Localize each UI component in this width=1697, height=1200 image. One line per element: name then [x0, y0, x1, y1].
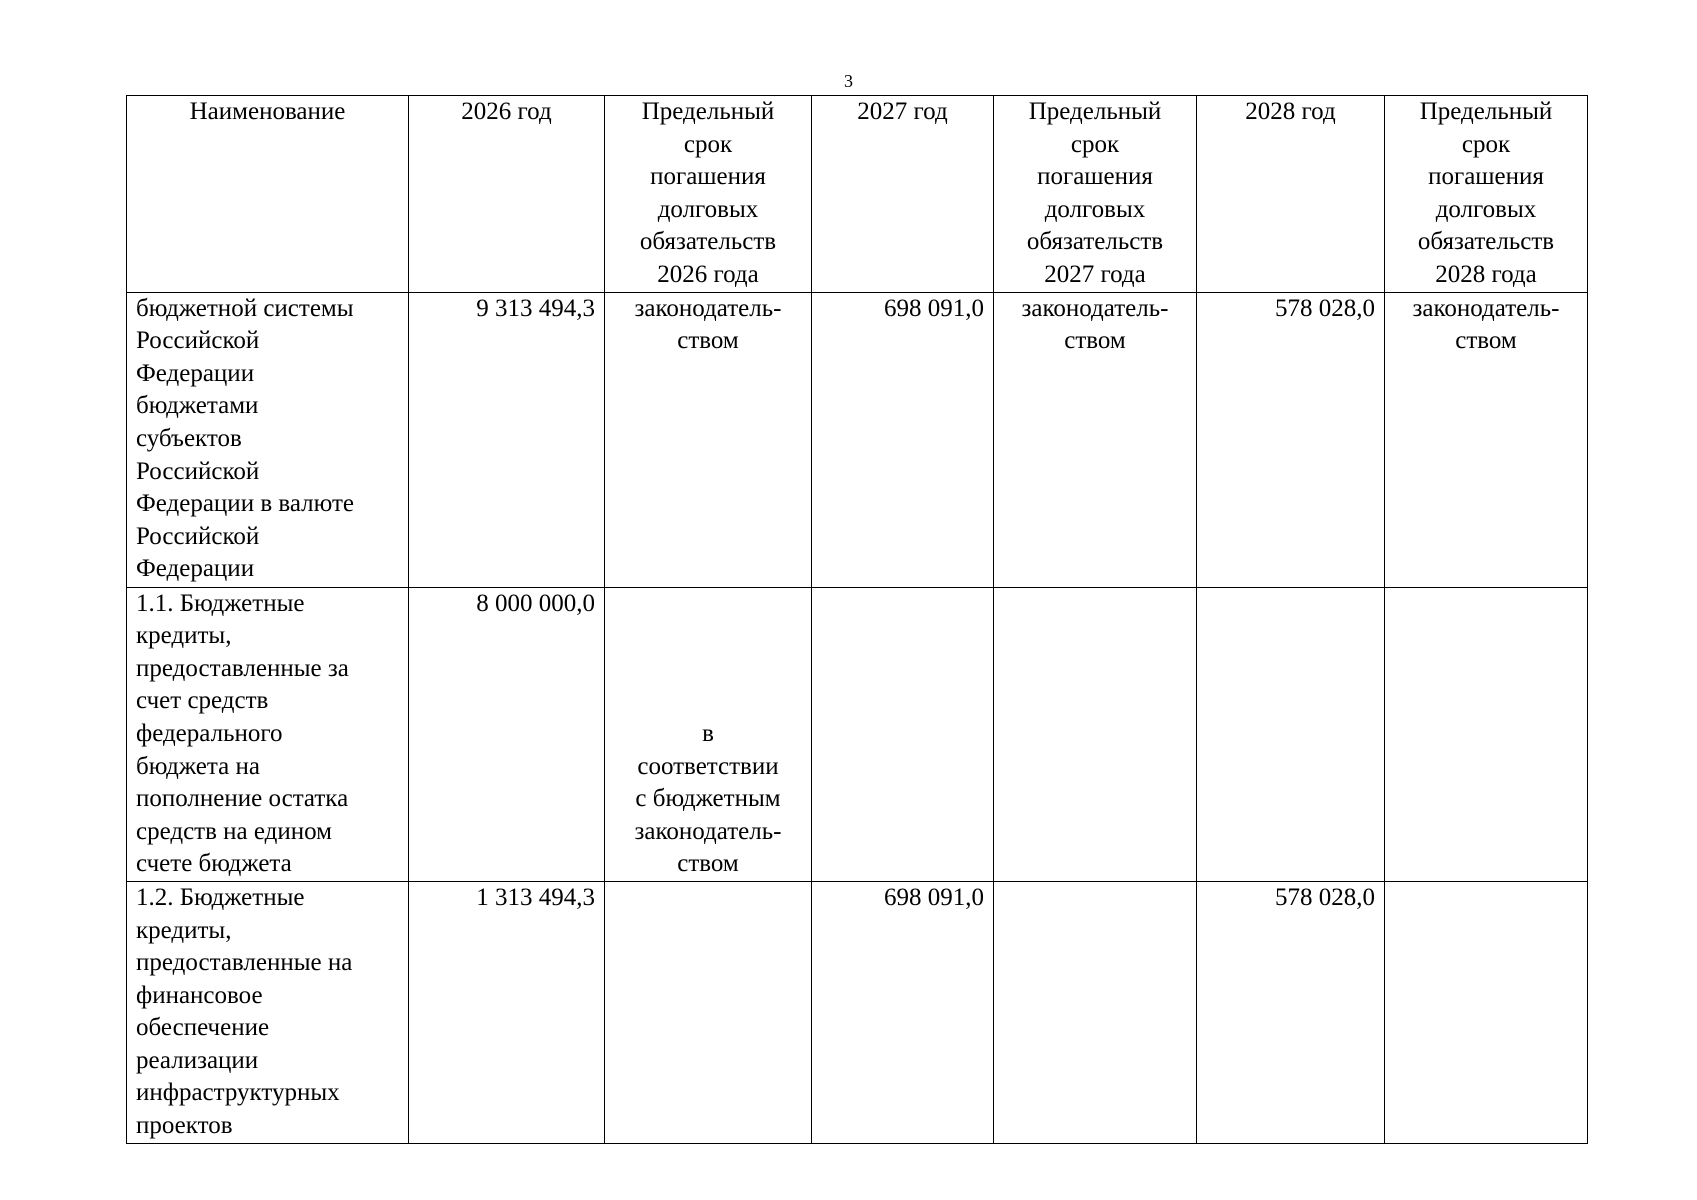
term-2028-cell [1385, 881, 1588, 1143]
value-2026-cell: 8 000 000,0 [409, 587, 605, 881]
term-2026-cell: законодатель- ством [605, 292, 812, 587]
term-2028-cell: законодатель- ством [1385, 292, 1588, 587]
debt-limits-table [126, 95, 1588, 1144]
value-2027-cell [812, 587, 994, 881]
header-name: Наименование [127, 96, 409, 293]
table-row [127, 881, 1588, 1143]
header-2028: 2028 год [1197, 96, 1385, 293]
row-name-cell: 1.2. Бюджетные кредиты, предоставленные на финансовое обеспечение реализации инфраструктурных проектов [127, 881, 409, 1143]
value-2026-cell: 9 313 494,3 [409, 292, 605, 587]
value-2028-cell: 578 028,0 [1197, 881, 1385, 1143]
page-number: 3 [844, 71, 853, 91]
row-name-cell: бюджетной системы Российской Федерации бюджетами субъектов Российской Федерации в валюте Российской Федерации [127, 292, 409, 587]
value-2028-cell [1197, 587, 1385, 881]
term-2028-cell [1385, 587, 1588, 881]
value-2028-cell: 578 028,0 [1197, 292, 1385, 587]
row-name-cell: 1.1. Бюджетные кредиты, предоставленные за счет средств федерального бюджета на пополнение остатка средств на едином счете бюджета [127, 587, 409, 881]
header-term-2028: Предельный срок погашения долговых обязательств 2028 года [1385, 96, 1588, 293]
term-2027-cell [994, 587, 1197, 881]
header-2027: 2027 год [812, 96, 994, 293]
value-2027-cell: 698 091,0 [812, 292, 994, 587]
table-header-row [127, 96, 1588, 293]
term-2026-cell [605, 881, 812, 1143]
term-2027-cell: законодатель- ством [994, 292, 1197, 587]
term-2026-cell: в соответствии с бюджетным законодатель- ством [605, 587, 812, 881]
table-row [127, 587, 1588, 881]
value-2026-cell: 1 313 494,3 [409, 881, 605, 1143]
value-2027-cell: 698 091,0 [812, 881, 994, 1143]
term-2027-cell [994, 881, 1197, 1143]
table-row [127, 292, 1588, 587]
header-term-2027: Предельный срок погашения долговых обязательств 2027 года [994, 96, 1197, 293]
header-term-2026: Предельный срок погашения долговых обязательств 2026 года [605, 96, 812, 293]
header-2026: 2026 год [409, 96, 605, 293]
